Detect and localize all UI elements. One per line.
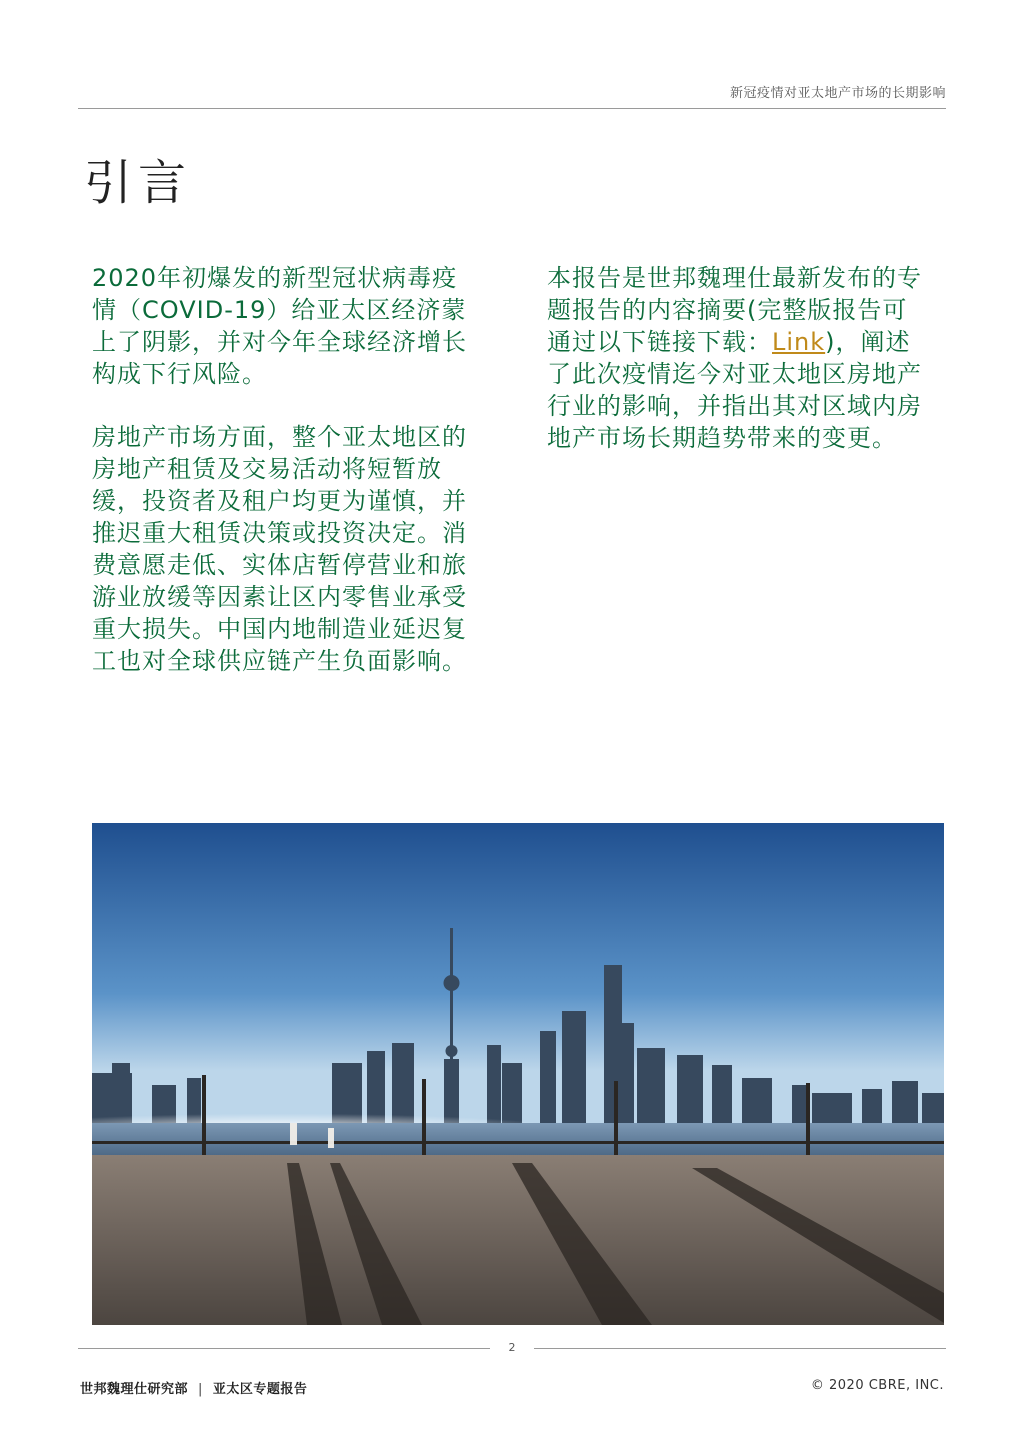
page-number: 2 [508, 1341, 516, 1354]
download-link[interactable]: Link [772, 328, 826, 356]
footer-divider-left [78, 1348, 490, 1349]
running-header-title: 新冠疫情对亚太地产市场的长期影响 [729, 86, 946, 101]
footer-report-type: 亚太区专题报告 [212, 1382, 308, 1397]
summary-text-after-link: )，阐述了此次疫情迄今对亚太地区房地产行业的影响，并指出其对区域内房地产市场长期趋势带来的变更。 [547, 328, 922, 452]
intro-paragraph-1: 2020年初爆发的新型冠状病毒疫情（COVID-19）给亚太区经济蒙上了阴影，并对今年全球经济增长构成下行风险。 [92, 264, 467, 388]
header-divider [78, 108, 946, 109]
right-text-column [547, 262, 927, 485]
intro-paragraph-2: 房地产市场方面，整个亚太地区的房地产租赁及交易活动将短暂放缓，投资者及租户均更为谨慎，并推迟重大租赁决策或投资决定。消费意愿走低、实体店暂停营业和旅游业放缓等因素让区内零售业承受重大损失。中国内地制造业延迟复工也对全球供应链产生负面影响。 [92, 423, 467, 675]
report-summary-paragraph [547, 262, 927, 454]
footer-department [80, 1378, 307, 1397]
shanghai-skyline-photo [92, 823, 944, 1325]
summary-text-before-link: 本报告是世邦魏理仕最新发布的专题报告的内容摘要(完整版报告可通过以下链接下载： [547, 264, 922, 356]
page-title: 引言 [84, 155, 193, 212]
footer-copyright: © 2020 CBRE, INC. [810, 1378, 944, 1393]
footer-department-name: 世邦魏理仕研究部 [80, 1382, 189, 1397]
footer-divider-right [534, 1348, 946, 1349]
footer-separator: | [198, 1382, 203, 1397]
left-text-column [92, 262, 472, 708]
